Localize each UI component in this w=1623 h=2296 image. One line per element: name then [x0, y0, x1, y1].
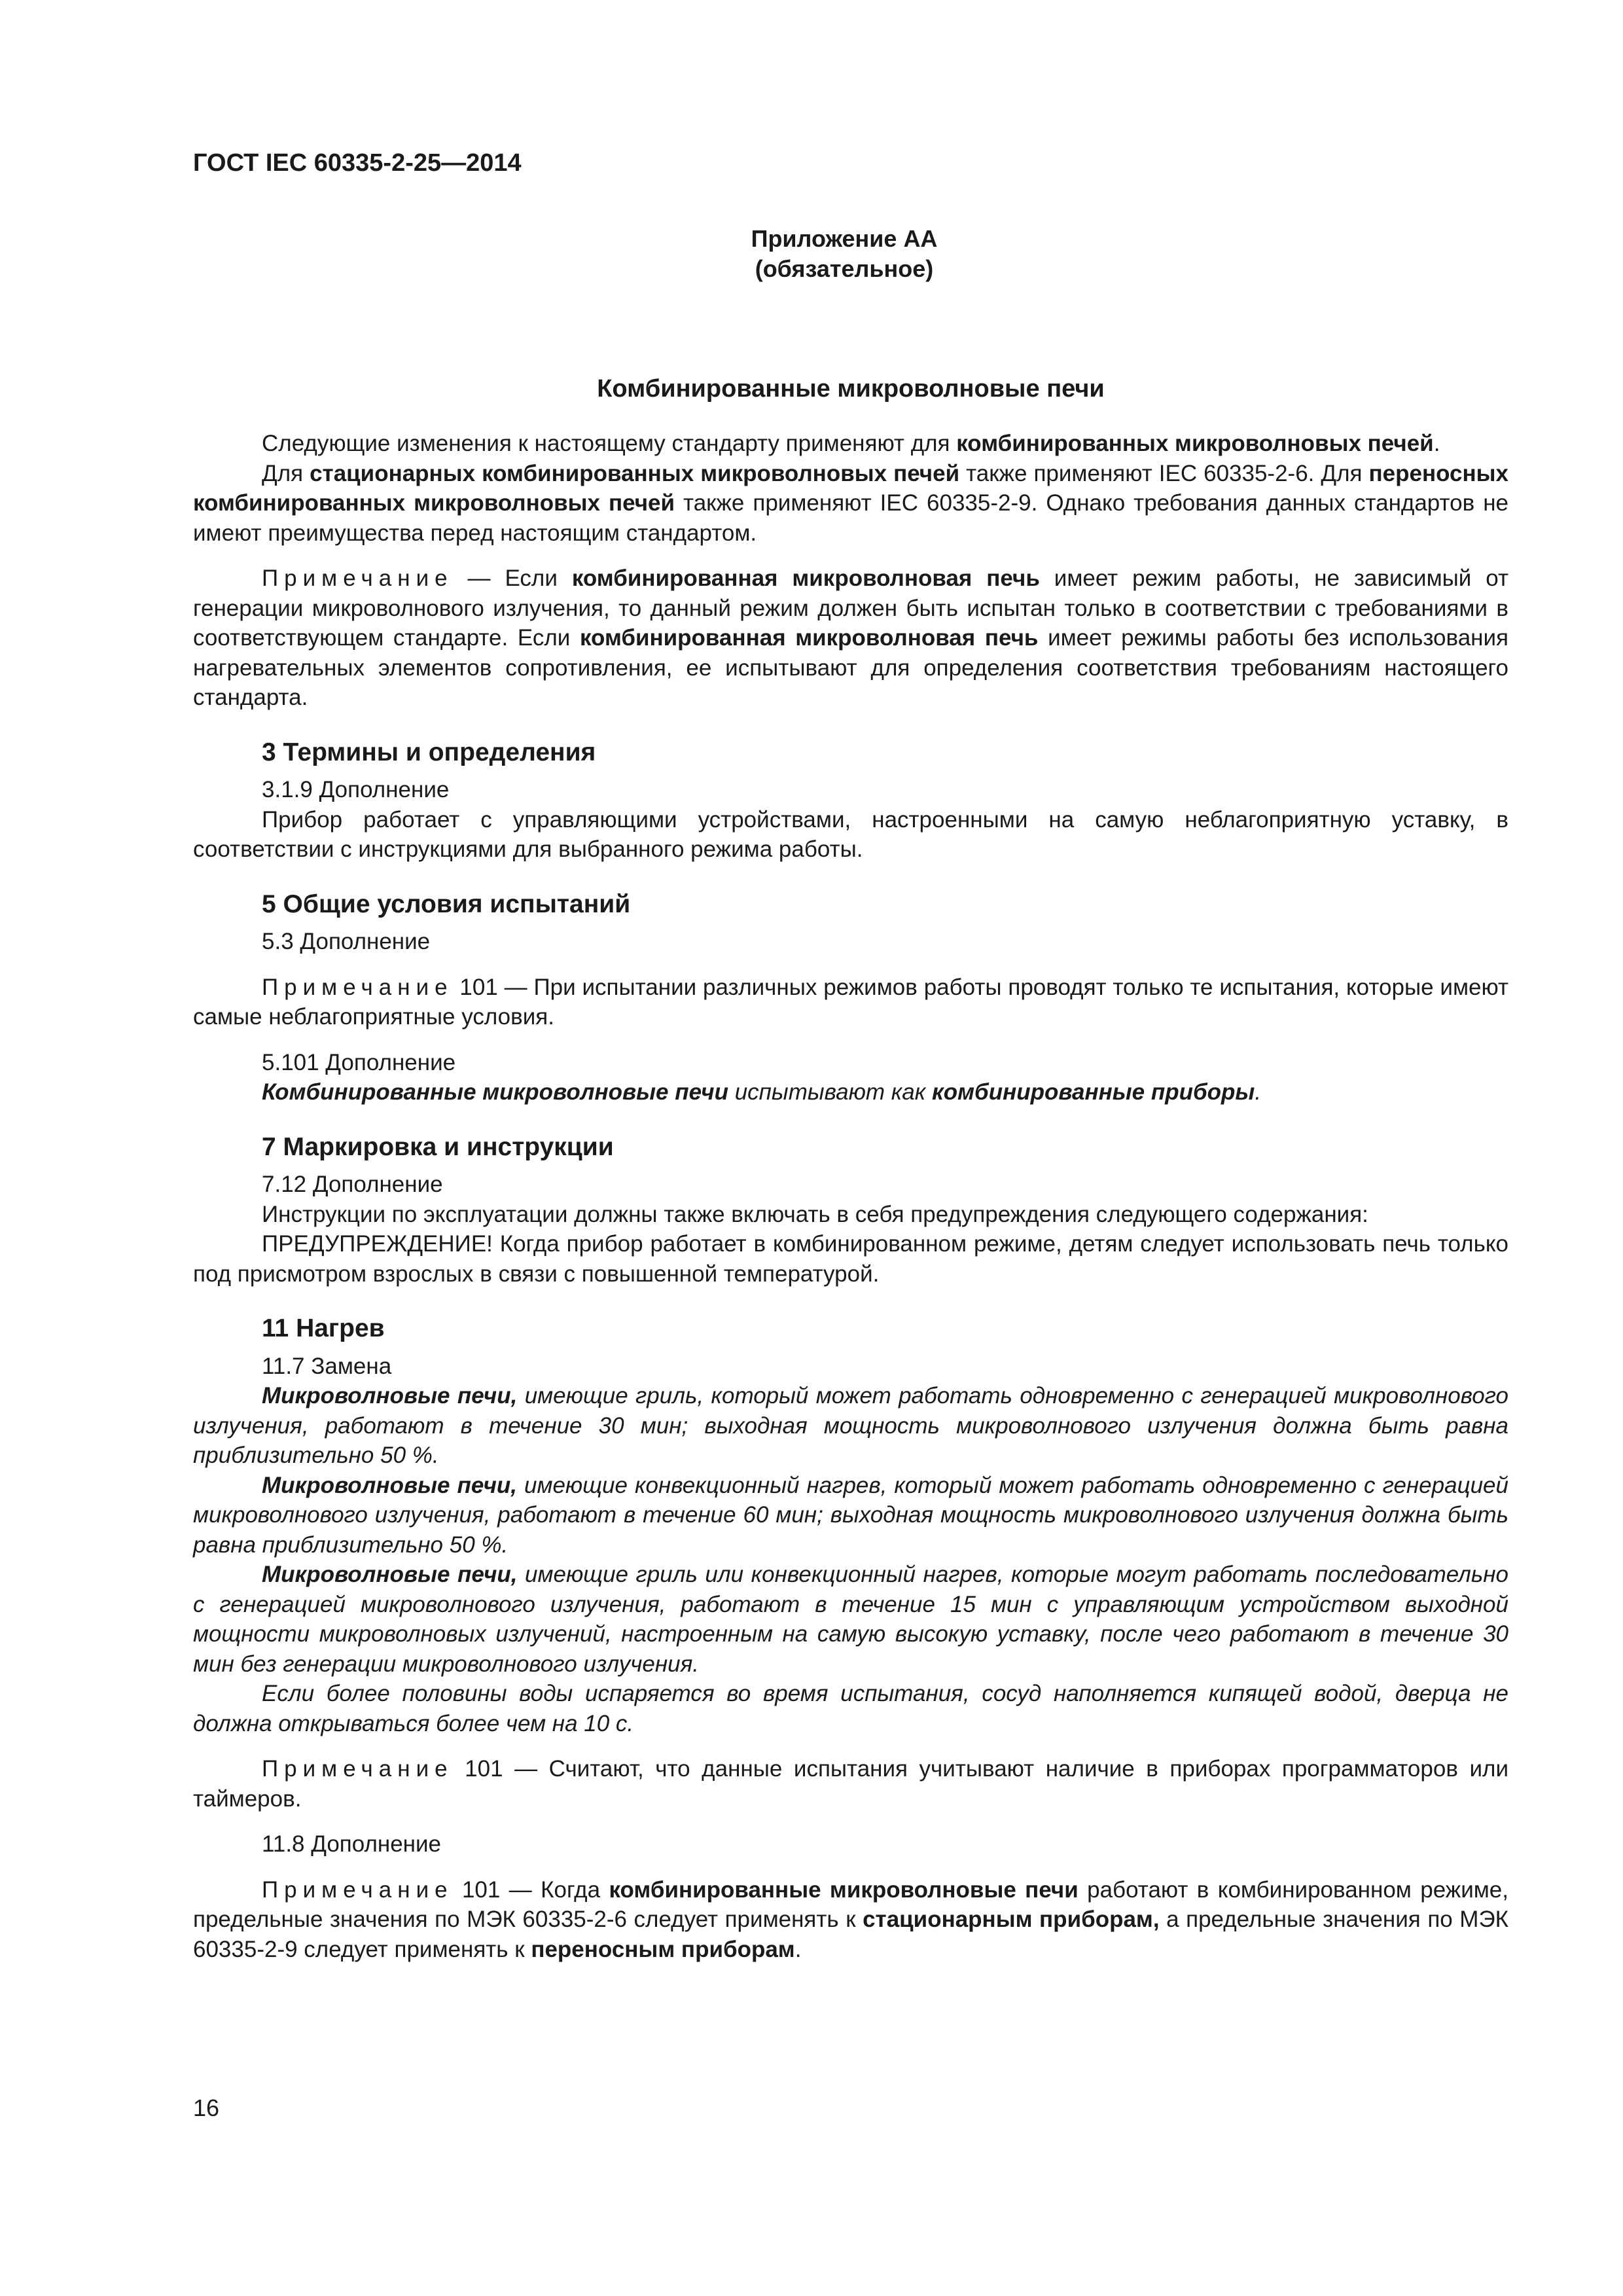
clause-5-101-text: Комбинированные микроволновые печи испытывают как комбинированные приборы. — [262, 1079, 1262, 1105]
clause-3-1-9-text: Прибор работает с управляющими устройствами, настроенными на самую неблагоприятную уставку, в соответствии с инструкциями для выбранного режима работы. — [193, 806, 1508, 862]
clause-5-101: 5.101 Дополнение — [262, 1049, 456, 1075]
section-7-heading: 7 Маркировка и инструкции — [262, 1132, 614, 1161]
annex-name: Приложение АА — [751, 225, 938, 252]
clause-7-12: 7.12 Дополнение — [262, 1172, 443, 1197]
clause-11-7-paragraph-1: Микроволновые печи, имеющие гриль, который может работать одновременно с генерацией микроволнового излучения, работают в течение 30 мин; выходная мощность микроволнового излучения должна быть равна приблизительно 50 %. — [193, 1383, 1508, 1468]
annex-title: Комбинированные микроволновые печи — [597, 375, 1105, 403]
clause-11-7: 11.7 Замена — [262, 1353, 392, 1379]
clause-5-3: 5.3 Дополнение — [262, 929, 431, 954]
intro-paragraph-2: Для стационарных комбинированных микроволновых печей также применяют IEC 60335-2-6. Для переносных комбинированных микроволновых печей также применяют IEC 60335-2-9. Однако требования данных стандартов не имеют преимущества перед настоящим стандартом. — [193, 460, 1508, 546]
intro-note: Примечание — Если комбинированная микроволновая печь имеет режим работы, не зависимый от генерации микроволнового излучения, то данный режим должен быть испытан только в соответствии с требованиями в соответствующем стандарте. Если комбинированная микроволновая печь имеет режимы работы без использования нагревательных элементов сопротивления, ее испытывают для определения соответствия требованиям настоящего стандарта. — [193, 565, 1509, 710]
clause-7-12-warning: ПРЕДУПРЕЖДЕНИЕ! Когда прибор работает в комбинированном режиме, детям следует использовать печь только под присмотром взрослых в связи с повышенной температурой. — [193, 1231, 1508, 1287]
section-5-heading: 5 Общие условия испытаний — [262, 889, 631, 918]
page-number: 16 — [193, 2094, 220, 2121]
clause-5-3-note: Примечание 101 — При испытании различных режимов работы проводят только те испытания, которые имеют самые неблагоприятные условия. — [193, 974, 1508, 1030]
clause-11-8: 11.8 Дополнение — [262, 1831, 442, 1857]
document-body — [193, 429, 1508, 1964]
annex-status: (обязательное) — [755, 255, 934, 282]
intro-paragraph-1: Следующие изменения к настоящему стандарту применяют для комбинированных микроволновых печей. — [262, 431, 1440, 456]
clause-11-7-note: Примечание 101 — Считают, что данные испытания учитывают наличие в приборах программаторов или таймеров. — [193, 1756, 1508, 1812]
clause-11-7-paragraph-2: Микроволновые печи, имеющие конвекционный нагрев, который может работать одновременно с генерацией микроволнового излучения, работают в течение 60 мин; выходная мощность микроволнового излучения должна быть равна приблизительно 50 %. — [193, 1472, 1508, 1558]
annex-block — [0, 224, 1623, 284]
section-11-heading: 11 Нагрев — [262, 1314, 385, 1342]
clause-11-7-paragraph-4: Если более половины воды испаряется во время испытания, сосуд наполняется кипящей водой, дверца не должна открываться более чем на 10 с. — [193, 1681, 1508, 1736]
document-code: ГОСТ IEC 60335-2-25—2014 — [193, 149, 522, 177]
clause-7-12-text-1: Инструкции по эксплуатации должны также включать в себя предупреждения следующего содержания: — [262, 1201, 1368, 1227]
clause-3-1-9: 3.1.9 Дополнение — [262, 777, 450, 802]
clause-11-8-note: Примечание 101 — Когда комбинированные микроволновые печи работают в комбинированном режиме, предельные значения по МЭК 60335-2-6 следует применять к стационарным приборам, а предельные значения по МЭК 60335-2-9 следует применять к переносным приборам. — [193, 1876, 1508, 1962]
clause-11-7-paragraph-3: Микроволновые печи, имеющие гриль или конвекционный нагрев, которые могут работать последовательно с генерацией микроволнового излучения, работают в течение 15 мин с управляющим устройством выходной мощности микроволновых излучений, настроенным на самую высокую уставку, после чего работают в течение 30 мин без генерации микроволнового излучения. — [193, 1562, 1508, 1677]
section-3-heading: 3 Термины и определения — [262, 738, 596, 766]
